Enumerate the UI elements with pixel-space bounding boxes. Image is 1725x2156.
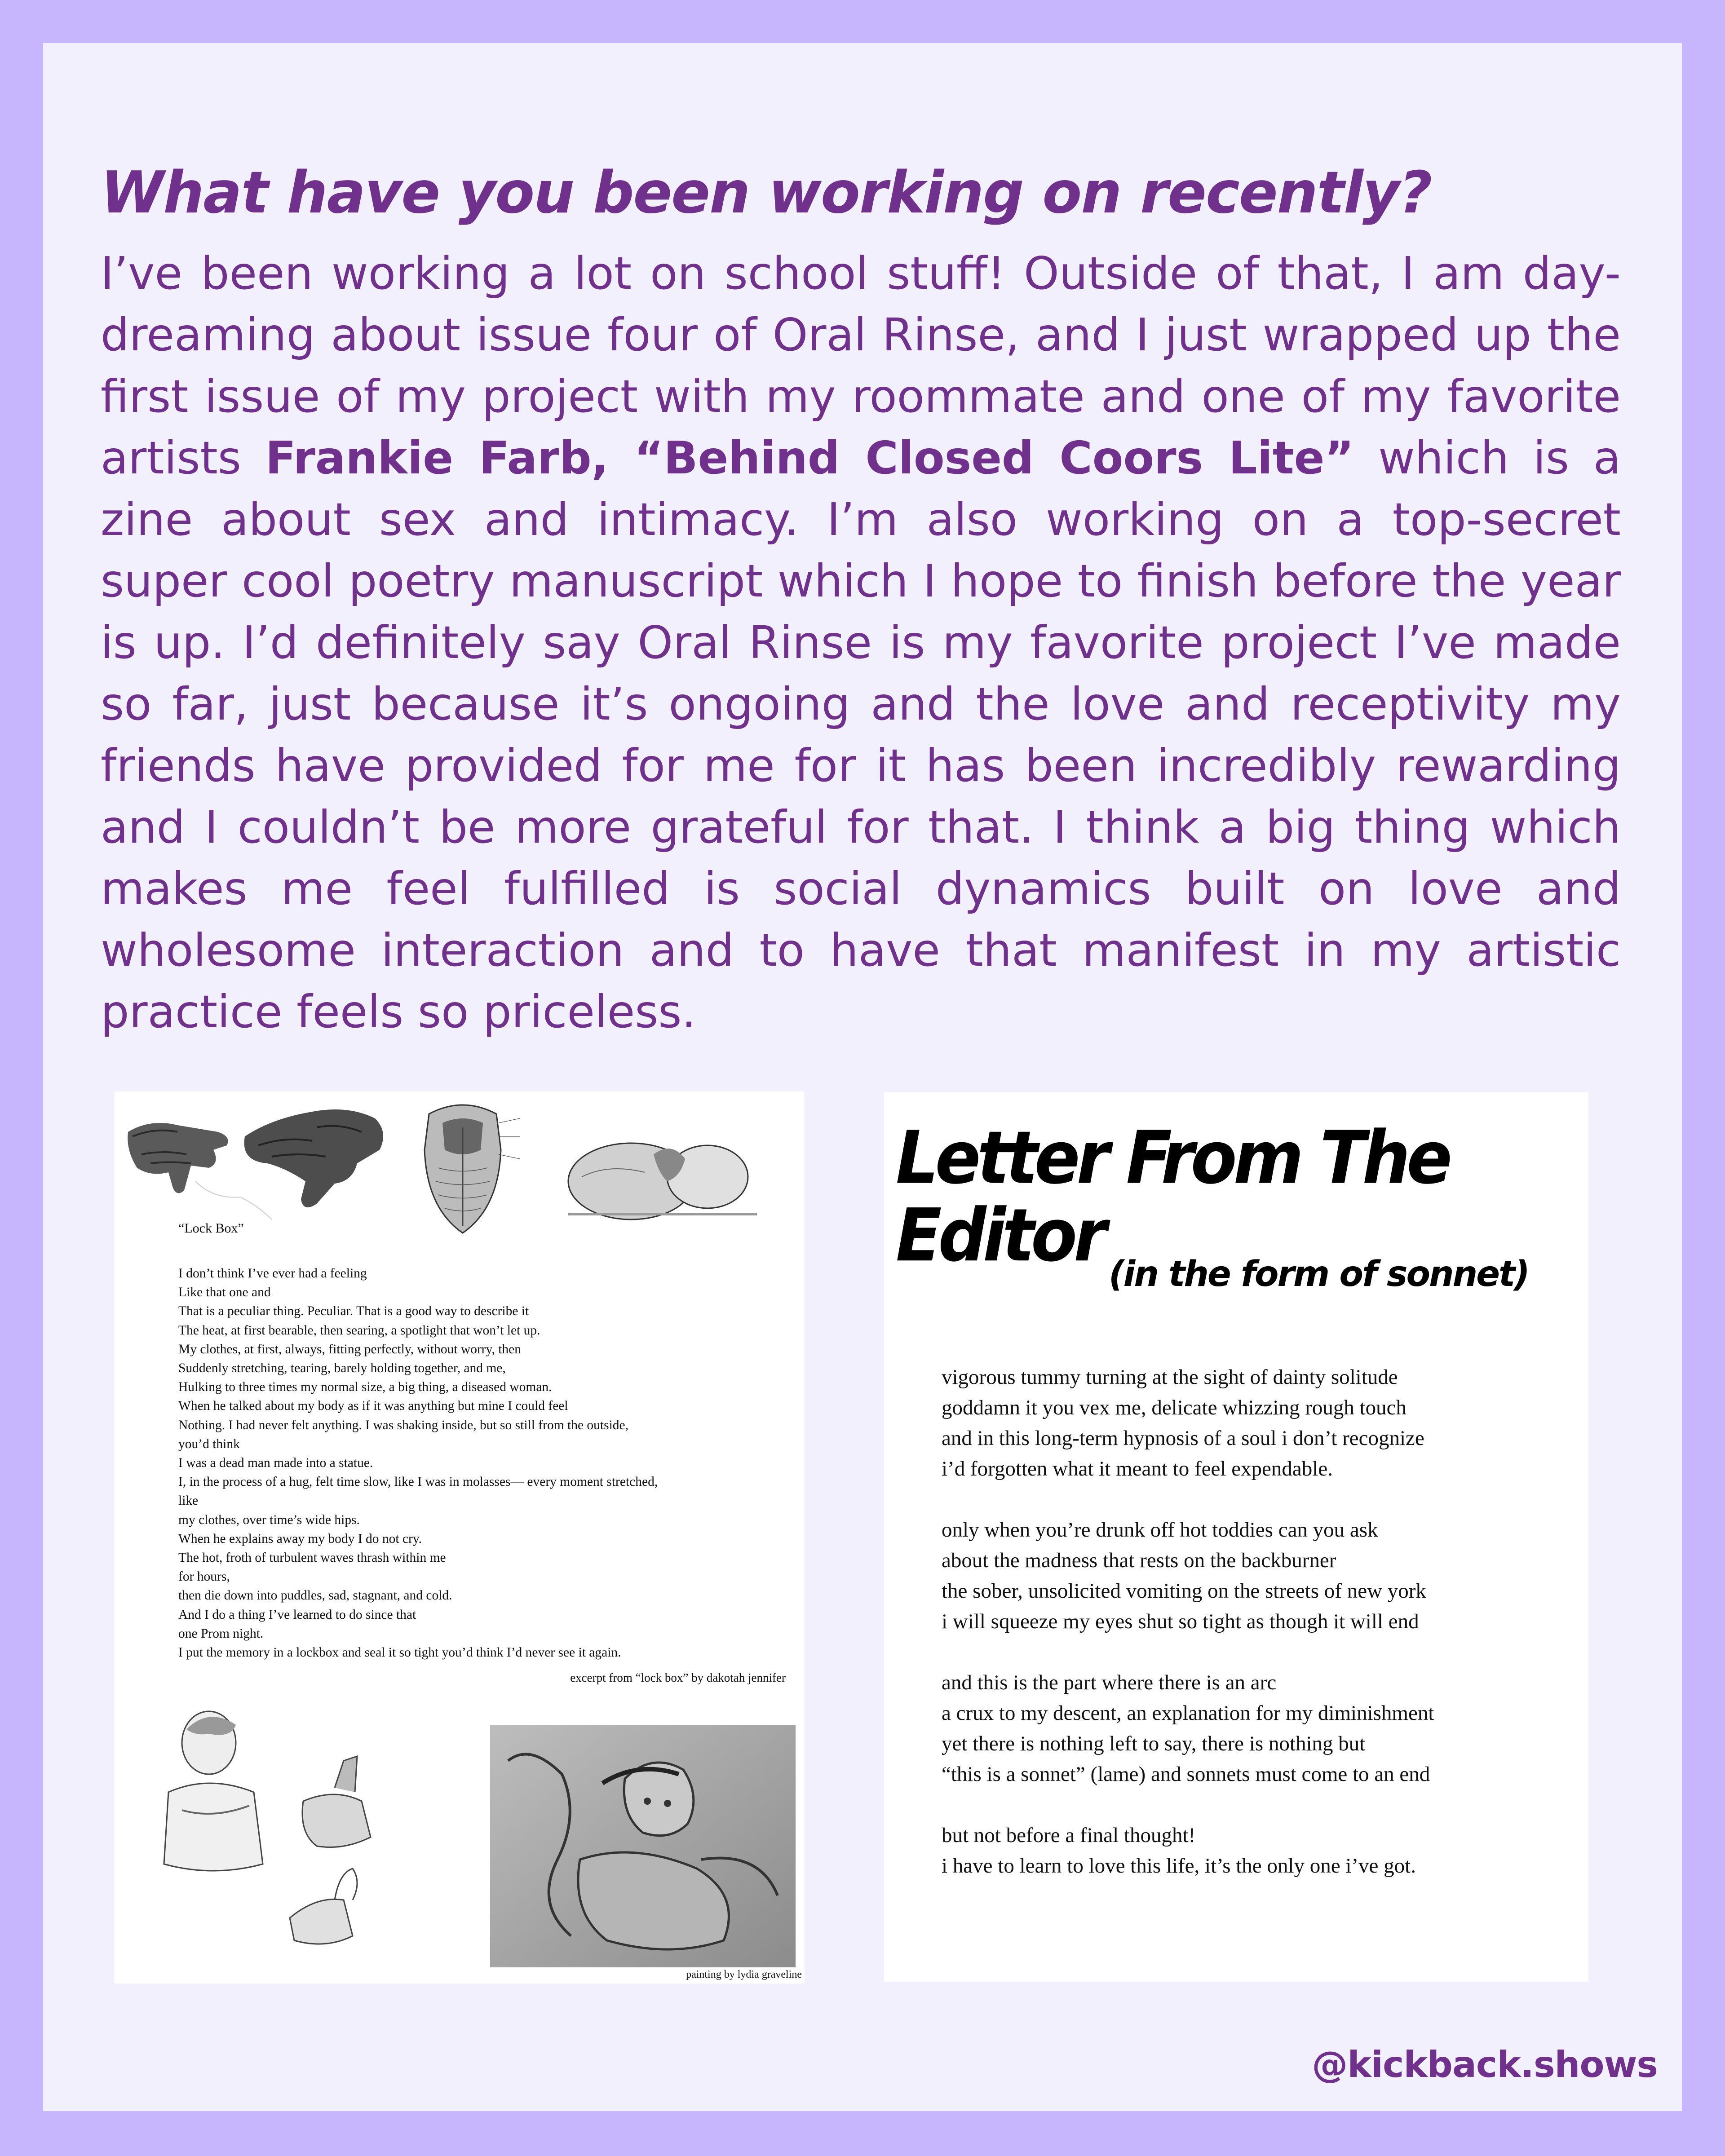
sonnet-stanza-3: and this is the part where there is an arc a crux to my descent, an explanation for my diminishment yet there is nothing left to say, there is nothing but “this is a sonnet” (lame) and sonnets must come to an end — [942, 1671, 1434, 1786]
interview-answer — [101, 243, 1621, 1043]
anatomy-diagram-illustration — [564, 1127, 761, 1231]
figure-painting — [490, 1725, 796, 1967]
hands-illustration — [124, 1100, 402, 1235]
section-heading: What have you been working on recently? — [101, 159, 1432, 226]
lock-box-page — [115, 1091, 805, 1984]
answer-intro: I’ve been working a lot on school stuff! Outside of that, I am day-dreaming about issue four of Oral Rinse, and I just wrapped up the first issue of my project with my roommate and one of my favorite artists — [101, 247, 1621, 484]
answer-highlight: Frankie Farb, “Behind Closed Coors Lite” — [265, 432, 1354, 484]
sonnet-stanza-1: vigorous tummy turning at the sight of dainty solitude goddamn it you vex me, delicate whizzing rough touch and in this long-term hypnosis of a soul i don’t recognize i’d forgotten what it meant to feel expendable. — [942, 1365, 1424, 1480]
answer-rest: which is a zine about sex and intimacy. I’m also working on a top-secret super cool poetry manuscript which I hope to finish before the year is up. I’d definitely say Oral Rinse is my favorite project I’ve made so far, just because it’s ongoing and the love and receptivity my friends have provided for me for it has been incredibly rewarding and I couldn’t be more grateful for that. I think a big thing which makes me feel fulfilled is social dynamics built on love and wholesome interaction and to have that manifest in my artistic practice feels so priceless. — [101, 432, 1621, 1038]
sonnet-stanza-2: only when you’re drunk off hot toddies can you ask about the madness that rests on the backburner the sober, unsolicited vomiting on the streets of new york i will squeeze my eyes shut so tight as though it will end — [942, 1518, 1426, 1633]
editor-letter-subtitle: (in the form of sonnet) — [1109, 1254, 1529, 1294]
editor-letter-title: Letter From The Editor — [896, 1116, 1449, 1278]
sonnet-stanza-4: but not before a final thought! i have to learn to love this life, it’s the only one i’ve got. — [942, 1824, 1416, 1878]
editor-letter-page — [884, 1092, 1588, 1982]
woman-bandage-illustration — [155, 1702, 407, 1963]
poem-title: “Lock Box” — [178, 1221, 244, 1236]
painting-credit: painting by lydia graveline — [686, 1969, 802, 1980]
tongue-anatomy-illustration — [402, 1096, 523, 1240]
sonnet — [942, 1362, 1579, 1912]
social-handle: @kickback.shows — [1312, 2044, 1658, 2085]
poem-text: I don’t think I’ve ever had a feeling Like that one and That is a peculiar thing. Peculiar. That is a good way to describe it The heat, at first bearable, then searing, a spotlight that won’t let up. My clothes, at first, always, fitting perfectly, without worry, then Suddenly stretching, tearing, barely holding together, and me, Hulking to three times my normal size, a big thing, a diseased woman. When he talked about my body as if it was anything but mine I could feel Nothing. I had never felt anything. I was shaking inside, but so still from the outside, you’d think I was a dead man made into a statue. I, in the process of a hug, felt time slow, like I was in molasses— every moment stretched, like my clothes, over time’s wide hips. When he explains away my body I do not cry. The hot, froth of turbulent waves thrash within me for hours, then die down into puddles, sad, stagnant, and cold. And I do a thing I’ve learned to do since that one Prom night. I put the memory in a lockbox and seal it so tight you’d think I’d never see it again. — [178, 1266, 658, 1660]
poem-credit: excerpt from “lock box” by dakotah jennifer — [570, 1671, 786, 1684]
